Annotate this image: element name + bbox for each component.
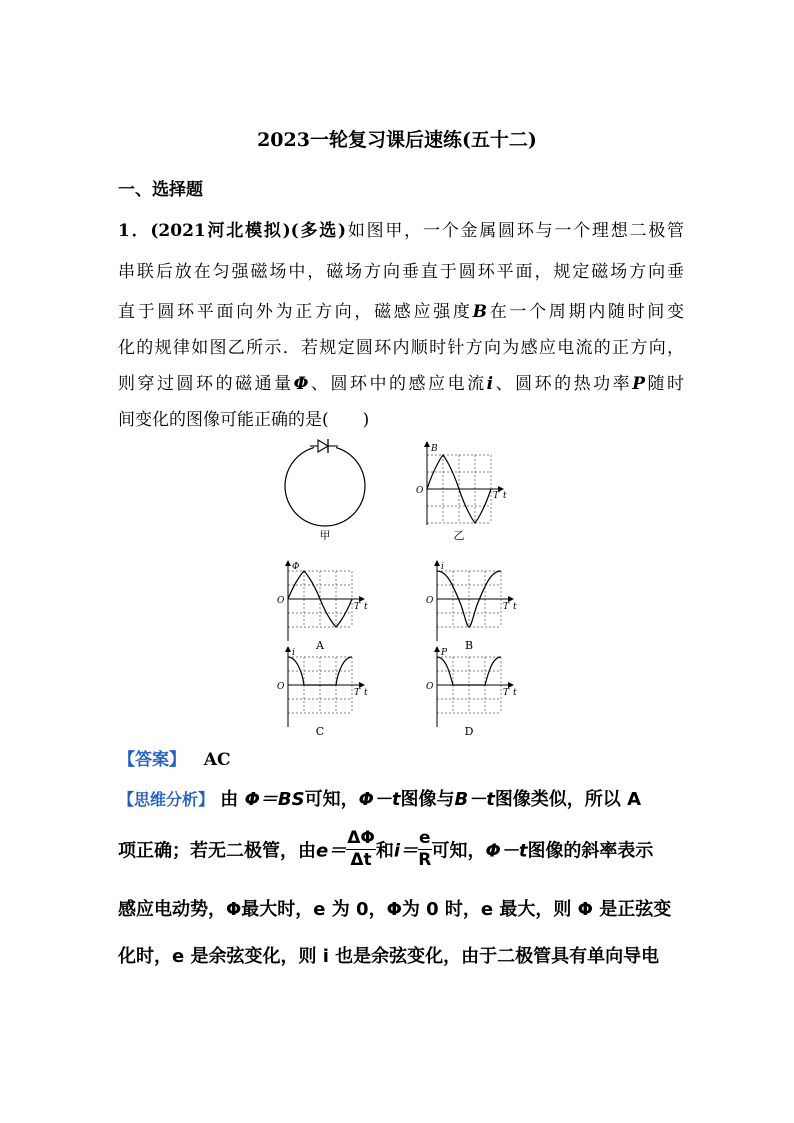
question-text-5c: 、圆环的热功率 xyxy=(493,374,633,394)
formula-phi-t: Φ－t xyxy=(358,789,401,810)
question-text-5a: 则穿过圆环的磁通量 xyxy=(118,374,294,394)
question-figure xyxy=(270,435,540,738)
analysis-text: 图像类似，所以 A xyxy=(494,789,642,810)
fraction-denominator: Δt xyxy=(350,850,372,870)
label-time: t xyxy=(513,602,517,612)
label-origin: O xyxy=(426,682,434,692)
analysis-text: 可知， xyxy=(304,789,359,810)
analysis-text: 项正确；若无二极管，由 xyxy=(118,840,316,862)
graph-option-b xyxy=(426,561,517,652)
question-line-3 xyxy=(118,297,684,322)
question-line-5 xyxy=(118,369,684,394)
label-option-d: D xyxy=(464,725,474,738)
answer-line xyxy=(118,745,231,770)
section-heading: 一、选择题 xyxy=(118,180,203,200)
question-line-6: 间变化的图像可能正确的是( ) xyxy=(118,410,370,430)
var-phi: Φ xyxy=(293,374,309,394)
graph-option-c xyxy=(277,647,368,738)
question-line-2: 串联后放在匀强磁场中，磁场方向垂直于圆环平面，规定磁场方向垂 xyxy=(118,262,684,282)
label-period: T xyxy=(354,602,361,612)
analysis-text: 图像与 xyxy=(400,789,455,810)
label-var-p: P xyxy=(441,648,448,658)
label-period: T xyxy=(503,602,510,612)
formula-phi-t: Φ－t xyxy=(485,840,528,862)
label-time: t xyxy=(364,688,368,698)
formula-e: e＝ xyxy=(316,840,347,862)
analysis-tag: 【思维分析】 xyxy=(118,790,215,809)
formula-phi-bs: Φ＝BS xyxy=(244,789,305,810)
answer-value: AC xyxy=(203,750,231,770)
fraction-numerator: ΔΦ xyxy=(347,828,375,848)
fraction-e-r xyxy=(418,830,432,869)
label-origin: O xyxy=(277,682,285,692)
label-var-b: B xyxy=(431,444,438,454)
page-title: 2023一轮复习课后速练(五十二) xyxy=(257,129,537,151)
fraction-denominator: R xyxy=(418,850,432,870)
analysis-text: 可知， xyxy=(431,840,486,862)
label-period: T xyxy=(503,688,510,698)
question-text-3a: 直于圆环平面向外为正方向，磁感应强度 xyxy=(118,302,473,322)
question-type: (多选) xyxy=(290,221,347,241)
label-time: t xyxy=(513,688,517,698)
question-source: (2021河北模拟) xyxy=(150,221,291,241)
label-var-i: i xyxy=(441,562,444,572)
question-line-1 xyxy=(118,216,684,241)
formula-i: i＝ xyxy=(393,840,418,862)
analysis-text: 图像的斜率表示 xyxy=(527,840,654,862)
label-var-phi: Φ xyxy=(292,562,300,572)
formula-b-t: B－t xyxy=(454,789,495,810)
graph-yi xyxy=(416,442,507,542)
analysis-line-1 xyxy=(118,785,686,811)
label-var-i: i xyxy=(292,648,295,658)
answer-tag: 【答案】 xyxy=(118,750,186,770)
analysis-line-4: 化时，e 是余弦变化，则 i 也是余弦变化，由于二极管具有单向导电 xyxy=(118,946,660,967)
label-option-c: C xyxy=(315,725,325,738)
label-origin: O xyxy=(426,596,434,606)
label-period: T xyxy=(354,688,361,698)
analysis-text: 由 xyxy=(220,789,239,810)
analysis-text: 和 xyxy=(375,840,394,862)
label-origin: O xyxy=(416,486,424,496)
label-period: T xyxy=(493,491,500,501)
var-p: P xyxy=(632,374,645,394)
question-line-4: 化的规律如图乙所示．若规定圆环内顺时针方向为感应电流的正方向， xyxy=(118,338,684,358)
question-text-5b: 、圆环中的感应电流 xyxy=(308,374,487,394)
analysis-line-3: 感应电动势，Φ最大时，e 为 0，Φ为 0 时，e 最大，则 Φ 是正弦变 xyxy=(118,899,672,920)
label-option-b: B xyxy=(464,639,474,652)
question-number: 1． xyxy=(118,221,151,241)
fraction-dphi-dt xyxy=(346,830,376,869)
question-text-1: 如图甲，一个金属圆环与一个理想二极管 xyxy=(346,221,685,241)
ring-circuit-diagram xyxy=(285,439,365,542)
graph-option-a xyxy=(277,561,368,652)
var-b: B xyxy=(472,302,487,322)
label-time: t xyxy=(364,602,368,612)
label-origin: O xyxy=(277,596,285,606)
graph-option-d xyxy=(426,647,517,738)
analysis-line-2 xyxy=(118,828,686,871)
label-option-a: A xyxy=(316,639,324,652)
fraction-numerator: e xyxy=(419,828,431,848)
label-yi: 乙 xyxy=(453,529,465,542)
var-i: i xyxy=(486,374,494,394)
label-jia: 甲 xyxy=(319,529,331,542)
question-text-5d: 随时 xyxy=(645,374,685,394)
question-text-3b: 在一个周期内随时间变 xyxy=(487,302,685,322)
label-time: t xyxy=(503,491,507,501)
